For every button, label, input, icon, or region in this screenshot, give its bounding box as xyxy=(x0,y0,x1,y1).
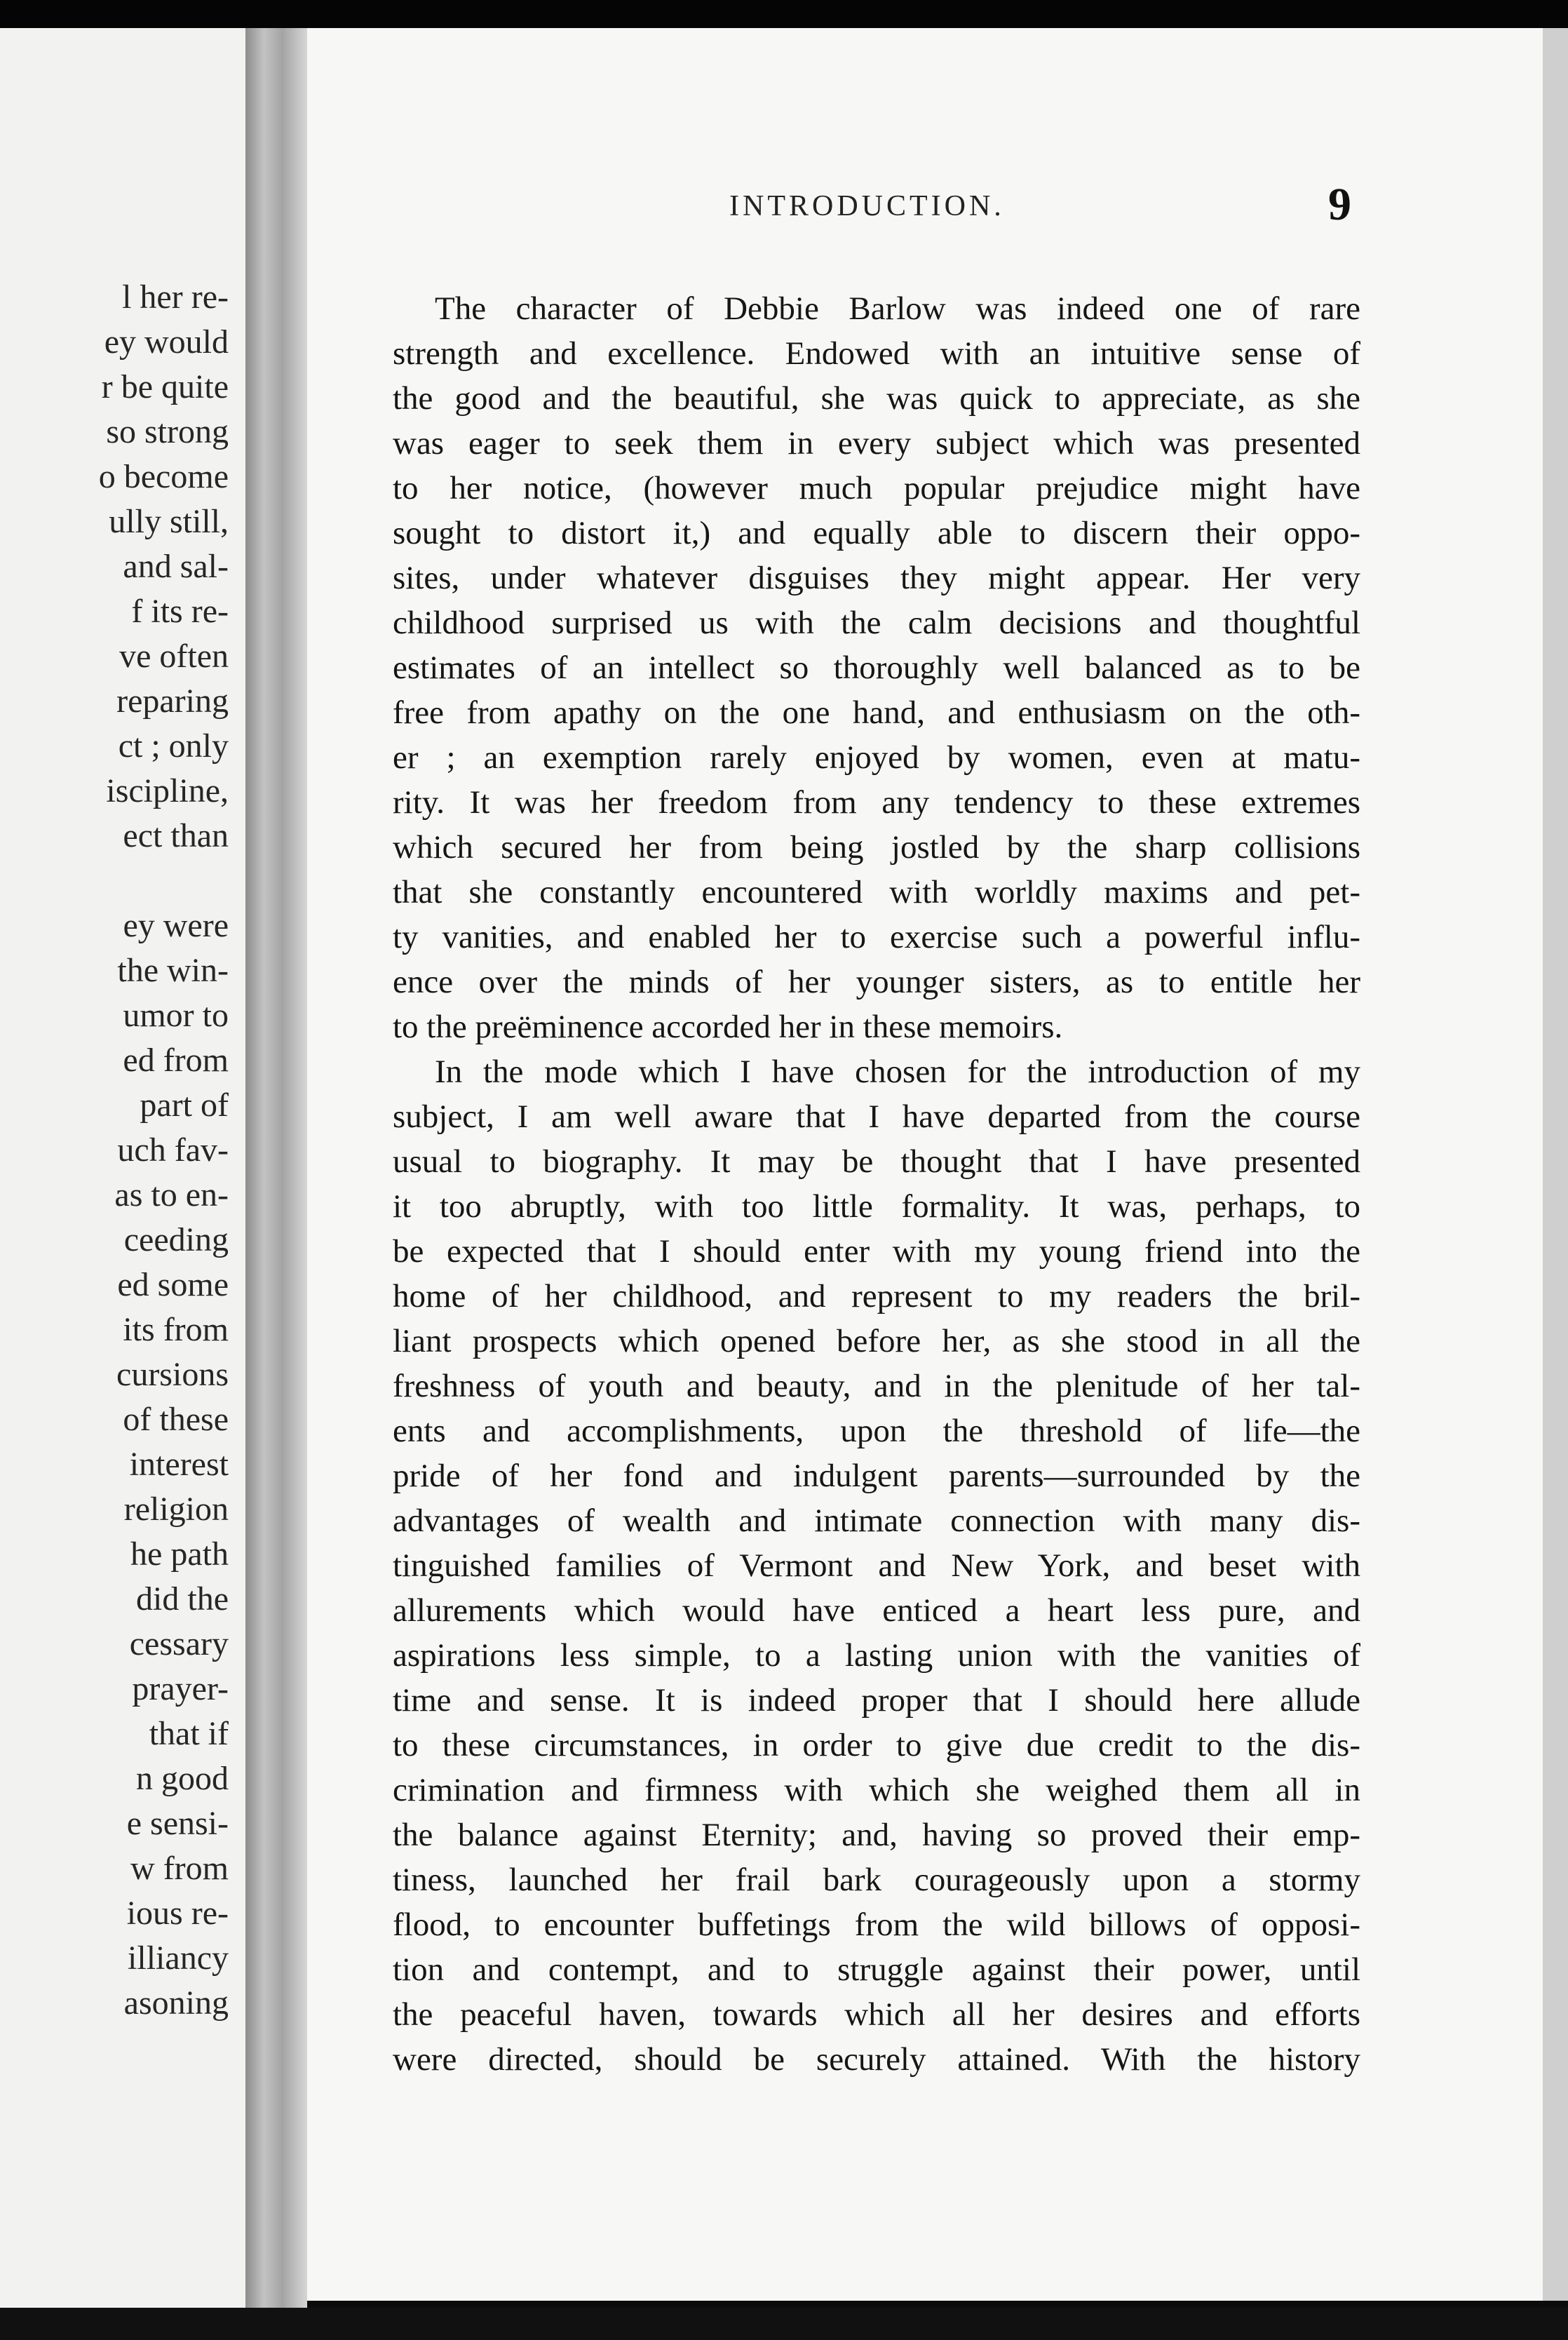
left-page xyxy=(0,28,245,2322)
text-line: er ; an exemption rarely enjoyed by women, even at matu- xyxy=(393,739,1360,776)
page-number: 9 xyxy=(1328,179,1351,230)
book-gutter xyxy=(245,28,307,2322)
text-line: that she constantly encountered with worldly maxims and pet- xyxy=(393,874,1360,910)
scan-bottom-shadow xyxy=(0,2308,1568,2340)
left-page-line: as to en- xyxy=(114,1176,229,1213)
text-line: was eager to seek them in every subject which was presented xyxy=(393,425,1360,462)
left-page-line: ect than xyxy=(123,817,229,854)
left-page-line: r be quite xyxy=(101,368,229,405)
left-page-line: interest xyxy=(129,1446,229,1483)
text-line: to her notice, (however much popular prejudice might have xyxy=(393,470,1360,506)
text-line: allurements which would have enticed a heart less pure, and xyxy=(393,1592,1360,1629)
text-line: ence over the minds of her younger sisters, as to entitle her xyxy=(393,964,1360,1000)
left-page-line: umor to xyxy=(123,997,229,1034)
text-line: to the preëminence accorded her in these memoirs. xyxy=(393,1009,1063,1045)
left-page-line: the win- xyxy=(117,952,229,989)
text-line: sought to distort it,) and equally able to discern their oppo- xyxy=(393,515,1360,551)
left-page-line: he path xyxy=(130,1535,229,1573)
text-line: tiness, launched her frail bark courageously upon a stormy xyxy=(393,1862,1360,1898)
text-line: flood, to encounter buffetings from the wild billows of opposi- xyxy=(393,1907,1360,1943)
text-line: the good and the beautiful, she was quick to appreciate, as she xyxy=(393,380,1360,417)
left-page-line: reparing xyxy=(116,682,229,720)
text-line: home of her childhood, and represent to my readers the bril- xyxy=(393,1278,1360,1314)
left-page-line: of these xyxy=(123,1401,229,1438)
text-line: subject, I am well aware that I have departed from the course xyxy=(393,1098,1360,1135)
left-page-line: l her re- xyxy=(122,278,229,316)
text-line: rity. It was her freedom from any tendency to these extremes xyxy=(393,784,1360,821)
text-line: tinguished families of Vermont and New York, and beset with xyxy=(393,1547,1360,1584)
text-line: time and sense. It is indeed proper that I should here allude xyxy=(393,1682,1360,1719)
text-line: aspirations less simple, to a lasting union with the vanities of xyxy=(393,1637,1360,1674)
text-line: the peaceful haven, towards which all her desires and efforts xyxy=(393,1996,1360,2033)
text-line: pride of her fond and indulgent parents—surrounded by the xyxy=(393,1458,1360,1494)
left-page-line: ed from xyxy=(123,1042,229,1079)
left-page-line: asoning xyxy=(123,1984,229,2022)
left-page-line: did the xyxy=(136,1580,229,1618)
left-page-line: cursions xyxy=(116,1356,229,1393)
text-line: liant prospects which opened before her, as she stood in all the xyxy=(393,1323,1360,1359)
left-page-line: its from xyxy=(123,1311,229,1348)
text-line: sites, under whatever disguises they might appear. Her very xyxy=(393,560,1360,596)
page-edge xyxy=(1543,28,1568,2301)
text-line: ty vanities, and enabled her to exercise such a powerful influ- xyxy=(393,919,1360,955)
left-page-line: religion xyxy=(123,1491,229,1528)
left-page-line: e sensi- xyxy=(126,1805,229,1842)
left-page-line: uch fav- xyxy=(117,1131,229,1169)
text-line: The character of Debbie Barlow was indeed one of rare xyxy=(435,290,1360,327)
left-page-line: ct ; only xyxy=(118,727,229,765)
left-page-line: ully still, xyxy=(109,503,229,540)
left-page-line: and sal- xyxy=(123,548,229,585)
left-page-line: so strong xyxy=(106,413,229,450)
text-line: strength and excellence. Endowed with an intuitive sense of xyxy=(393,335,1360,372)
left-page-line: o become xyxy=(98,458,229,495)
left-page-line: ceeding xyxy=(123,1221,229,1258)
left-page-line: ious re- xyxy=(126,1895,229,1932)
text-line: In the mode which I have chosen for the introduction of my xyxy=(435,1054,1360,1090)
left-page-line: ve often xyxy=(119,638,229,675)
text-line: were directed, should be securely attained. With the history xyxy=(393,2041,1360,2078)
left-page-line: that if xyxy=(149,1715,229,1752)
left-page-line: iscipline, xyxy=(106,772,229,809)
left-page-line: ey would xyxy=(104,323,229,361)
left-page-line: cessary xyxy=(129,1625,229,1662)
text-line: the balance against Eternity; and, having so proved their emp- xyxy=(393,1817,1360,1853)
left-page-line: w from xyxy=(130,1850,229,1887)
left-page-line: ey were xyxy=(123,907,229,944)
text-line: be expected that I should enter with my young friend into the xyxy=(393,1233,1360,1270)
running-head: INTRODUCTION. xyxy=(729,190,1005,222)
text-line: tion and contempt, and to struggle against their power, until xyxy=(393,1951,1360,1988)
text-line: it too abruptly, with too little formality. It was, perhaps, to xyxy=(393,1188,1360,1225)
left-page-line: ed some xyxy=(117,1266,229,1303)
left-page-line: prayer- xyxy=(132,1670,229,1707)
text-line: ents and accomplishments, upon the threshold of life—the xyxy=(393,1413,1360,1449)
left-page-line: illiancy xyxy=(128,1939,229,1977)
text-line: to these circumstances, in order to give due credit to the dis- xyxy=(393,1727,1360,1763)
text-line: free from apathy on the one hand, and enthusiasm on the oth- xyxy=(393,694,1360,731)
text-line: crimination and firmness with which she weighed them all in xyxy=(393,1772,1360,1808)
text-line: estimates of an intellect so thoroughly well balanced as to be xyxy=(393,650,1360,686)
text-line: usual to biography. It may be thought that I have presented xyxy=(393,1143,1360,1180)
text-line: which secured her from being jostled by the sharp collisions xyxy=(393,829,1360,866)
left-page-line: f its re- xyxy=(131,593,229,630)
text-line: advantages of wealth and intimate connection with many dis- xyxy=(393,1502,1360,1539)
text-line: childhood surprised us with the calm decisions and thoughtful xyxy=(393,605,1360,641)
left-page-line: n good xyxy=(136,1760,229,1797)
left-page-line: part of xyxy=(140,1087,229,1124)
text-line: freshness of youth and beauty, and in the plenitude of her tal- xyxy=(393,1368,1360,1404)
